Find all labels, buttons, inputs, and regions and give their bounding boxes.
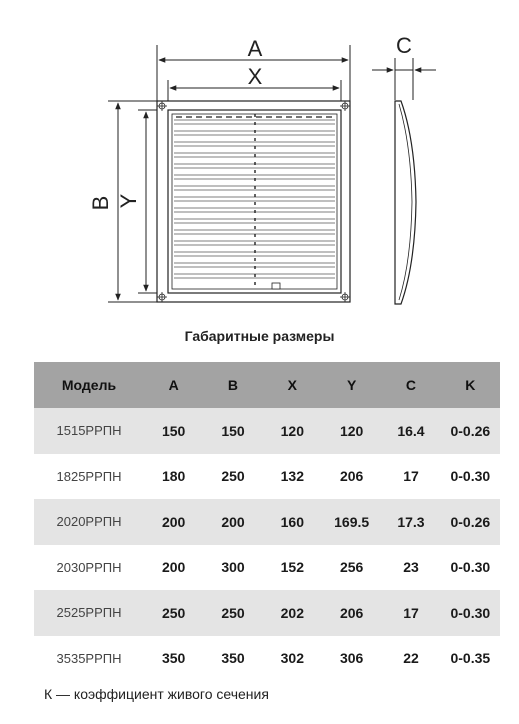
footnote: К — коэффициент живого сечения <box>44 686 269 702</box>
dimension-x-label: X <box>247 64 263 89</box>
cell-y: 306 <box>339 650 364 667</box>
section-title: Габаритные размеры <box>184 328 335 344</box>
grille-front-view <box>157 101 350 302</box>
cell-b: 150 <box>203 408 262 454</box>
cell-c: 16.4 <box>381 408 440 454</box>
cell-a: 150 <box>144 408 203 454</box>
cell-c: 17 <box>403 468 419 485</box>
cell-x: 302 <box>280 650 304 667</box>
cell-x: 132 <box>280 468 304 485</box>
cell-model: 1825РРПН <box>56 468 122 484</box>
cell-k: 0-0.30 <box>441 590 500 636</box>
cell-x: 202 <box>263 590 322 636</box>
cell-a: 350 <box>161 650 186 667</box>
cell-a: 200 <box>144 499 203 545</box>
table-row <box>34 545 500 591</box>
table-row <box>34 454 500 500</box>
cell-a: 250 <box>144 590 203 636</box>
header-y: Y <box>322 362 381 408</box>
header-a: A <box>144 362 203 408</box>
cell-x: 152 <box>280 559 304 576</box>
cell-y: 169.5 <box>322 499 381 545</box>
cell-model: 1515РРПН <box>34 408 144 454</box>
cell-k: 0-0.30 <box>450 468 491 485</box>
header-b: B <box>203 362 262 408</box>
cell-b: 200 <box>203 499 262 545</box>
table-header-row <box>34 362 500 408</box>
cell-y: 206 <box>322 590 381 636</box>
table-row <box>34 408 500 454</box>
cell-b: 300 <box>221 559 245 576</box>
dimension-a-label: A <box>247 36 263 61</box>
cell-x: 160 <box>263 499 322 545</box>
cell-k: 0-0.26 <box>441 499 500 545</box>
dimension-c <box>372 33 436 100</box>
cell-model: 3535РРПН <box>56 650 122 666</box>
header-k: K <box>441 362 500 408</box>
cell-model: 2525РРПН <box>34 590 144 636</box>
dimensions-table <box>34 362 500 681</box>
cell-a: 180 <box>161 468 186 485</box>
header-x: X <box>263 362 322 408</box>
cell-b: 250 <box>203 590 262 636</box>
cell-k: 0-0.26 <box>441 408 500 454</box>
dimension-y <box>116 110 160 293</box>
grille-technical-drawing <box>0 0 519 320</box>
cell-model: 2030РРПН <box>56 559 122 575</box>
cell-b: 350 <box>221 650 245 667</box>
cell-c: 23 <box>403 559 419 576</box>
dimension-c-label: C <box>396 33 412 58</box>
dimension-y-label: Y <box>116 193 141 209</box>
header-c: C <box>381 362 440 408</box>
dimension-b-label: B <box>88 195 113 211</box>
header-model: Модель <box>34 362 144 408</box>
cell-a: 200 <box>161 559 186 576</box>
cell-model: 2020РРПН <box>34 499 144 545</box>
cell-k: 0-0.30 <box>450 559 491 576</box>
cell-c: 17 <box>381 590 440 636</box>
cell-x: 120 <box>263 408 322 454</box>
cell-y: 206 <box>339 468 364 485</box>
cell-k: 0-0.35 <box>450 650 491 667</box>
table-row <box>34 636 500 682</box>
table-row <box>34 590 500 636</box>
cell-y: 120 <box>322 408 381 454</box>
table-row <box>34 499 500 545</box>
cell-c: 22 <box>403 650 419 667</box>
cell-y: 256 <box>339 559 364 576</box>
grille-side-view <box>395 101 416 304</box>
cell-b: 250 <box>221 468 245 485</box>
cell-c: 17.3 <box>381 499 440 545</box>
